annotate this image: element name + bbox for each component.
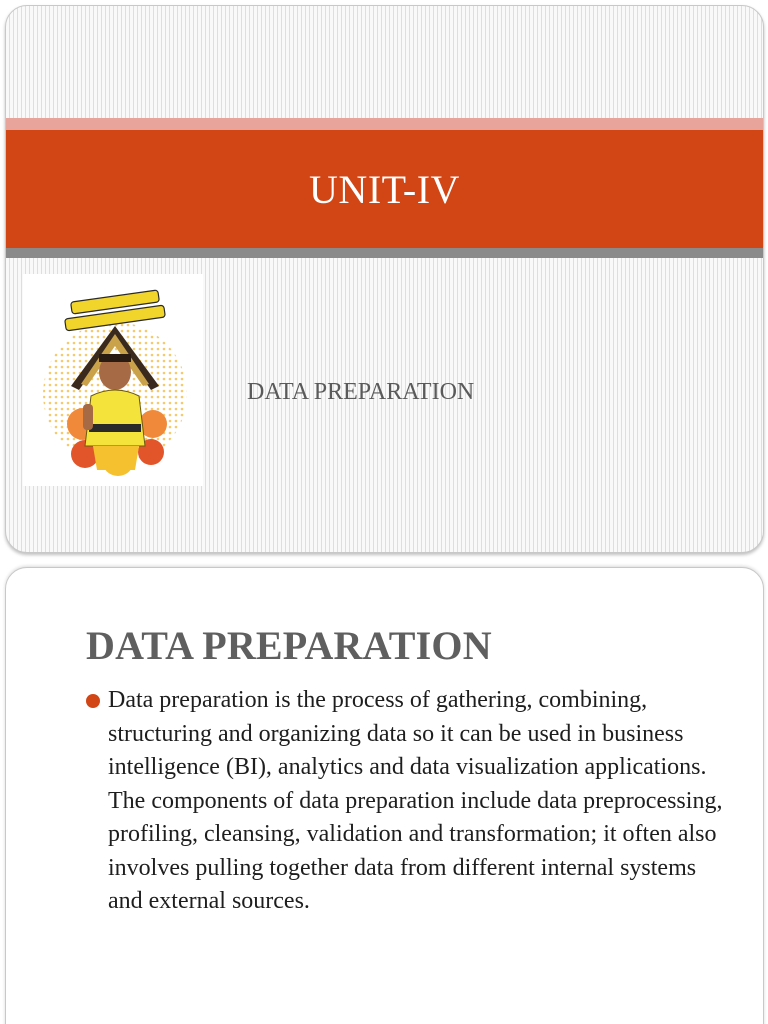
cartoon-character-illustration-icon bbox=[23, 274, 203, 486]
title-band-bottom-stripe bbox=[6, 248, 763, 258]
slide-subtitle: DATA PREPARATION bbox=[247, 379, 475, 405]
bullet-text: Data preparation is the process of gathering, combining, structuring and organizing data so it can be used in business intelligence (BI), analytics and data visualization applications. The components of data preparation include data preprocessing, profiling, cleansing, validation and transformation; it often also involves pulling together data from different internal systems and external sources. bbox=[108, 687, 723, 914]
title-band-top-stripe bbox=[6, 118, 763, 130]
title-band bbox=[6, 130, 763, 248]
title-slide bbox=[5, 5, 764, 553]
round-bullet-icon bbox=[86, 694, 100, 708]
slide-heading: DATA PREPARATION bbox=[86, 623, 492, 668]
bullet-item bbox=[86, 684, 736, 919]
cartoon-svg bbox=[23, 274, 203, 486]
slide-title: UNIT-IV bbox=[309, 166, 460, 212]
content-slide bbox=[5, 567, 764, 1024]
